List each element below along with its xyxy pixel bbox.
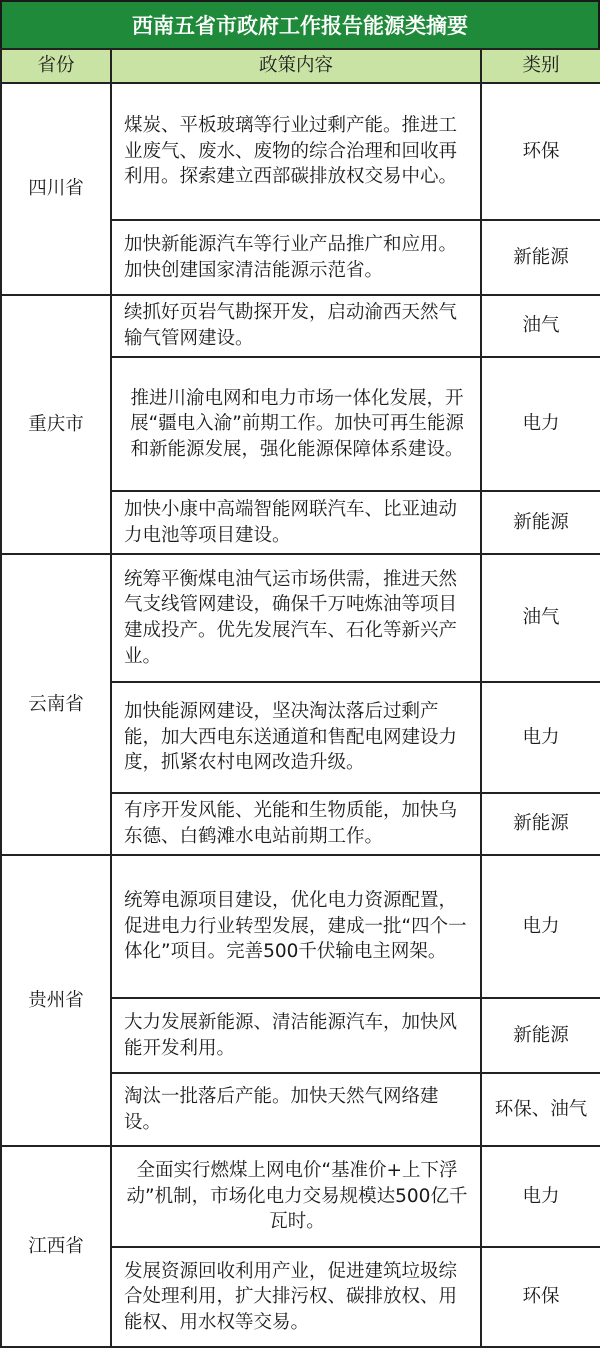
header-province: 省份: [1, 49, 111, 83]
category-cell: 新能源: [481, 793, 600, 855]
table-row: [1, 83, 600, 220]
policy-cell: 加快能源网建设，坚决淘汰落后过剩产能，加大西电东送通道和售配电网建设力度，抓紧农村电网改造升级。: [111, 682, 481, 793]
policy-cell: 加快小康中高端智能网联汽车、比亚迪动力电池等项目建设。: [111, 491, 481, 554]
policy-cell: 有序开发风能、光能和生物质能，加快乌东德、白鹤滩水电站前期工作。: [111, 793, 481, 855]
policy-cell: 推进川渝电网和电力市场一体化发展，开展“疆电入渝”前期工作。加快可再生能源和新能源发展，强化能源保障体系建设。: [111, 357, 481, 491]
province-cell: 重庆市: [1, 295, 111, 554]
province-cell: 江西省: [1, 1146, 111, 1347]
category-cell: 环保: [481, 83, 600, 220]
category-cell: 电力: [481, 357, 600, 491]
category-cell: 油气: [481, 554, 600, 682]
category-cell: 环保、油气: [481, 1073, 600, 1146]
header-policy: 政策内容: [111, 49, 481, 83]
province-cell: 四川省: [1, 83, 111, 295]
policy-cell: 发展资源回收利用产业，促进建筑垃圾综合处理利用，扩大排污权、碳排放权、用能权、用水权等交易。: [111, 1247, 481, 1347]
page-title: 西南五省市政府工作报告能源类摘要: [0, 0, 600, 48]
policy-cell: 全面实行燃煤上网电价“基准价+上下浮动”机制，市场化电力交易规模达500亿千瓦时。: [111, 1146, 481, 1247]
table-row: [1, 1146, 600, 1247]
category-cell: 新能源: [481, 491, 600, 554]
category-cell: 油气: [481, 295, 600, 357]
policy-cell: 续抓好页岩气勘探开发，启动渝西天然气输气管网建设。: [111, 295, 481, 357]
policy-cell: 加快新能源汽车等行业产品推广和应用。加快创建国家清洁能源示范省。: [111, 220, 481, 295]
policy-cell: 大力发展新能源、清洁能源汽车，加快风能开发利用。: [111, 998, 481, 1073]
category-cell: 电力: [481, 1146, 600, 1247]
header-category: 类别: [481, 49, 600, 83]
category-cell: 电力: [481, 682, 600, 793]
policy-cell: 煤炭、平板玻璃等行业过剩产能。推进工业废气、废水、废物的综合治理和回收再利用。探索建立西部碳排放权交易中心。: [111, 83, 481, 220]
province-cell: 贵州省: [1, 855, 111, 1146]
category-cell: 电力: [481, 855, 600, 998]
province-cell: 云南省: [1, 554, 111, 855]
table-row: [1, 855, 600, 998]
policy-table: [0, 48, 600, 1348]
table-row: [1, 295, 600, 357]
policy-cell: 淘汰一批落后产能。加快天然气网络建设。: [111, 1073, 481, 1146]
policy-cell: 统筹电源项目建设，优化电力资源配置，促进电力行业转型发展，建成一批“四个一体化”项目。完善500千伏输电主网架。: [111, 855, 481, 998]
category-cell: 环保: [481, 1247, 600, 1347]
category-cell: 新能源: [481, 998, 600, 1073]
header-row: [1, 49, 600, 83]
category-cell: 新能源: [481, 220, 600, 295]
policy-cell: 统筹平衡煤电油气运市场供需，推进天然气支线管网建设，确保千万吨炼油等项目建成投产。优先发展汽车、石化等新兴产业。: [111, 554, 481, 682]
table-row: [1, 554, 600, 682]
